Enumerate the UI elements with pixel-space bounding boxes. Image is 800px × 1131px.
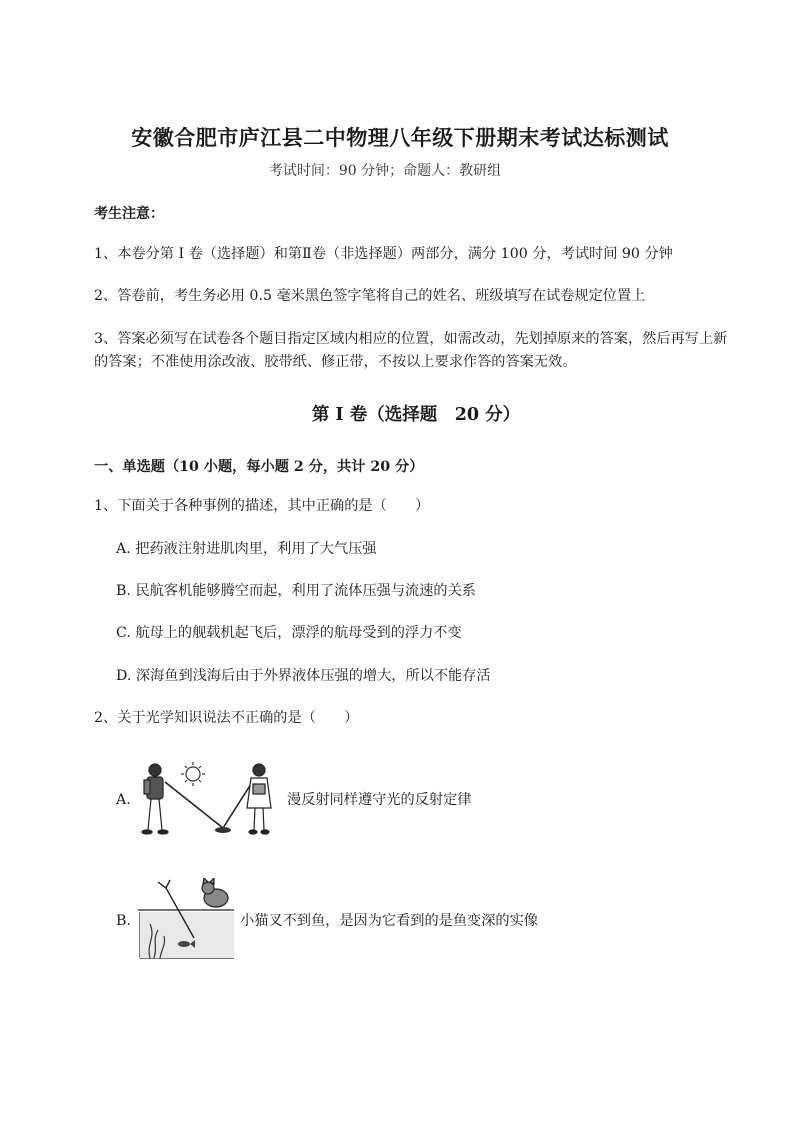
cat-fishing-figure [136,878,236,960]
note-item: 1、本卷分第 I 卷（选择题）和第Ⅱ卷（非选择题）两部分，满分 100 分，考试时间 90 分钟 [94,246,673,262]
notes-heading: 考生注意： [94,206,164,222]
reflecting-object [215,827,231,833]
option-letter: B. [116,913,131,929]
option-text: 小猫叉不到鱼，是因为它看到的是鱼变深的实像 [240,913,538,929]
question-stem: 2、关于光学知识说法不正确的是（ ） [94,710,359,726]
question-option: A. 把药液注射进肌肉里，利用了大气压强 [116,541,377,557]
option-text: 漫反射同样遵守光的反射定律 [287,792,472,808]
girl-illustration [247,764,271,834]
note-item: 2、答卷前，考生务必用 0.5 毫米黑色签字笔将自己的姓名、班级填写在试卷规定位置上 [94,288,646,304]
sun-icon [181,762,205,786]
exam-info: 考试时间：90 分钟；命题人：教研组 [268,163,502,179]
question-option: D. 深海鱼到浅海后由于外界液体压强的增大，所以不能存活 [116,668,491,684]
question-option: C. 航母上的舰载机起飞后，漂浮的航母受到的浮力不变 [116,625,462,641]
light-rays [165,782,251,828]
boy-illustration [142,764,168,834]
note-item-continued: 的答案；不准使用涂改液、胶带纸、修正带，不按以上要求作答的答案无效。 [94,354,577,370]
page-title: 安徽合肥市庐江县二中物理八年级下册期末考试达标测试 [131,125,669,150]
cat-illustration [202,878,228,907]
diffuse-reflection-figure [133,760,283,840]
option-letter: A. [116,792,131,808]
question-stem: 1、下面关于各种事例的描述，其中正确的是（ ） [94,498,430,514]
section-title: 第 I 卷（选择题 20 分） [311,405,521,425]
question-option: B. 民航客机能够腾空而起，利用了流体压强与流速的关系 [116,583,476,599]
part-heading: 一、单选题（10 小题，每小题 2 分，共计 20 分） [94,459,424,475]
note-item: 3、答案必须写在试卷各个题目指定区域内相应的位置，如需改动，先划掉原来的答案，然后再写上新 [94,331,728,347]
